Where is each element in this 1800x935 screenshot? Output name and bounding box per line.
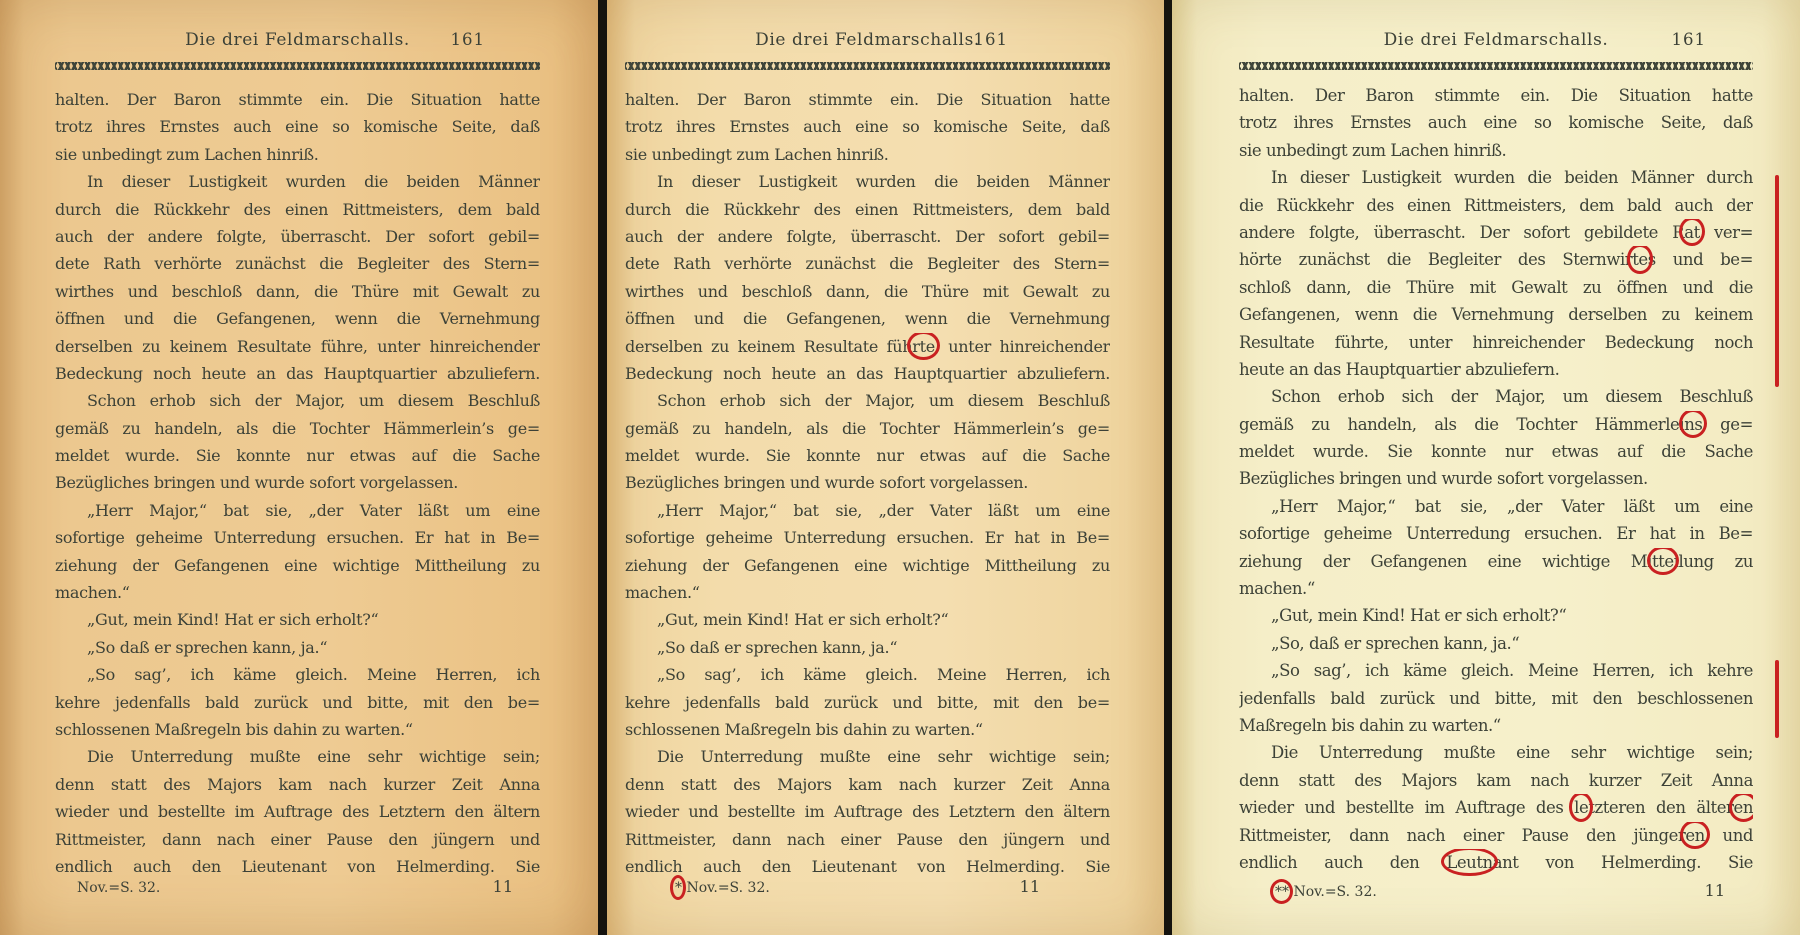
- text-line: „So daß er sprechen kann, ja.“: [87, 637, 328, 657]
- text-line: machen.“: [55, 583, 130, 603]
- text-line: endlich auch den Lieutenant von Helmerding. Sie: [55, 856, 540, 876]
- ornamental-rule: [625, 62, 1110, 70]
- text-line: sie unbedingt zum Lachen hinriß.: [1239, 140, 1507, 160]
- text-line: Bezügliches bringen und wurde sofort vorgelassen.: [55, 473, 459, 493]
- red-circle-annotation: le: [1574, 794, 1588, 821]
- text-line: öffnen und die Gefangenen, wenn die Vernehmung: [55, 309, 540, 329]
- text-line: halten. Der Baron stimmte ein. Die Situation hatte: [55, 90, 540, 109]
- text-block: [625, 86, 1110, 880]
- text-line: „So sag’, ich käme gleich. Meine Herren, ich kehre: [1271, 661, 1753, 681]
- text-line: denn statt des Majors kam nach kurzer Zeit Anna: [1239, 770, 1753, 790]
- page-title: Die drei Feldmarschalls.: [755, 30, 980, 50]
- page-scan-right: [1172, 0, 1800, 935]
- text-line: Gefangenen, wenn die Vernehmung derselben zu keinem: [1239, 305, 1753, 325]
- text-line: „Herr Major,“ bat sie, „der Vater läßt um eine: [657, 500, 1110, 520]
- red-circle-annotation: ns: [1684, 411, 1702, 438]
- red-margin-line: [1775, 660, 1779, 738]
- text-line: gemäß zu handeln, als die Tochter Hämmerleins ge=: [1239, 411, 1753, 438]
- text-line: „So sag’, ich käme gleich. Meine Herren, ich: [657, 665, 1110, 685]
- text-line: meldet wurde. Sie konnte nur etwas auf die Sache: [1239, 442, 1753, 462]
- page-scan-left: [0, 0, 600, 935]
- text-line: durch die Rückkehr des einen Rittmeisters, dem bald: [55, 199, 540, 219]
- text-line: endlich auch den Lieutenant von Helmerding. Sie: [625, 856, 1110, 876]
- text-line: machen.“: [625, 583, 700, 603]
- text-line: wieder und bestellte im Auftrage des Letztern den ältern: [625, 802, 1110, 822]
- text-line: meldet wurde. Sie konnte nur etwas auf die Sache: [625, 446, 1110, 466]
- text-line: ziehung der Gefangenen eine wichtige Mittheilung zu: [55, 555, 540, 575]
- footer-page-number: 11: [492, 877, 513, 896]
- text-line: wieder und bestellte im Auftrage des letzteren den älteren: [1239, 794, 1753, 821]
- text-line: trotz ihres Ernstes auch eine so komische Seite, daß: [55, 117, 540, 137]
- text-line: Rittmeister, dann nach einer Pause den jüngeren und: [1239, 822, 1753, 849]
- text-line: die Rückkehr des einen Rittmeisters, dem bald auch der: [1239, 195, 1753, 215]
- footer-signature: ** Nov.=S. 32.: [1275, 884, 1377, 900]
- text-line: jedenfalls bald zurück und bitte, mit den beschlossenen: [1239, 688, 1753, 708]
- text-line: In dieser Lustigkeit wurden die beiden Männer: [657, 172, 1110, 192]
- text-line: Resultate führte, unter hinreichender Bedeckung noch: [1239, 332, 1753, 352]
- text-line: Die Unterredung mußte eine sehr wichtige sein;: [87, 747, 540, 767]
- text-line: durch die Rückkehr des einen Rittmeisters, dem bald: [625, 199, 1110, 219]
- text-line: In dieser Lustigkeit wurden die beiden Männer durch: [1271, 168, 1753, 188]
- text-line: Rittmeister, dann nach einer Pause den jüngern und: [625, 829, 1110, 849]
- text-line: halten. Der Baron stimmte ein. Die Situation hatte: [1239, 86, 1753, 105]
- text-line: sofortige geheime Unterredung ersuchen. Er hat in Be=: [625, 528, 1110, 548]
- text-line: Bezügliches bringen und wurde sofort vorgelassen.: [1239, 469, 1648, 489]
- text-line: Schon erhob sich der Major, um diesem Beschluß: [657, 391, 1110, 411]
- text-line: ziehung der Gefangenen eine wichtige Mitteilung zu: [1239, 548, 1753, 575]
- text-line: Maßregeln bis dahin zu warten.“: [1239, 715, 1501, 735]
- text-line: denn statt des Majors kam nach kurzer Zeit Anna: [55, 774, 540, 794]
- text-line: auch der andere folgte, überrascht. Der sofort gebil=: [55, 226, 540, 246]
- gutter-divider: [598, 0, 607, 935]
- text-line: „Herr Major,“ bat sie, „der Vater läßt um eine: [87, 500, 540, 520]
- red-circle-annotation: at: [1684, 219, 1700, 246]
- red-circle-annotation: en: [1734, 794, 1754, 821]
- text-line: wieder und bestellte im Auftrage des Letztern den ältern: [55, 802, 540, 822]
- text-line: Schon erhob sich der Major, um diesem Beschluß: [1271, 387, 1753, 407]
- text-line: derselben zu keinem Resultate führte, unter hinreichender: [625, 333, 1110, 360]
- text-line: Schon erhob sich der Major, um diesem Beschluß: [87, 391, 540, 411]
- page-number: 161: [973, 30, 1008, 49]
- page-title: Die drei Feldmarschalls.: [1383, 30, 1609, 50]
- footer-page-number: 11: [1019, 877, 1040, 896]
- text-line: auch der andere folgte, überrascht. Der sofort gebil=: [625, 226, 1110, 246]
- text-block: [55, 86, 540, 880]
- text-line: schlossenen Maßregeln bis dahin zu warten.“: [55, 719, 413, 739]
- ornamental-rule: [1239, 62, 1753, 70]
- text-line: endlich auch den Leutnant von Helmerding. Sie: [1239, 849, 1753, 876]
- text-line: heute an das Hauptquartier abzuliefern.: [1239, 359, 1560, 379]
- text-line: andere folgte, überrascht. Der sofort gebildete Rat ver=: [1239, 219, 1753, 246]
- text-line: „Gut, mein Kind! Hat er sich erholt?“: [1271, 606, 1567, 626]
- text-line: öffnen und die Gefangenen, wenn die Vernehmung: [625, 309, 1110, 329]
- text-line: In dieser Lustigkeit wurden die beiden Männer: [87, 172, 540, 192]
- red-circle-annotation: te: [1632, 246, 1648, 273]
- text-line: dete Rath verhörte zunächst die Begleiter des Stern=: [625, 254, 1110, 274]
- page-header: [625, 30, 1110, 50]
- text-line: sie unbedingt zum Lachen hinriß.: [55, 144, 319, 164]
- page-header: [1239, 30, 1753, 50]
- page-header: [55, 30, 540, 50]
- text-line: wirthes und beschloß dann, die Thüre mit Gewalt zu: [55, 281, 540, 301]
- text-line: trotz ihres Ernstes auch eine so komische Seite, daß: [1239, 113, 1753, 133]
- text-line: derselben zu keinem Resultate führe, unter hinreichender: [55, 336, 540, 356]
- gutter-divider: [1164, 0, 1172, 935]
- page-title: Die drei Feldmarschalls.: [185, 30, 410, 50]
- text-line: Bedeckung noch heute an das Hauptquartier abzuliefern.: [625, 363, 1110, 383]
- text-line: Die Unterredung mußte eine sehr wichtige sein;: [1271, 743, 1753, 763]
- text-line: halten. Der Baron stimmte ein. Die Situation hatte: [625, 90, 1110, 109]
- text-line: Bedeckung noch heute an das Hauptquartier abzuliefern.: [55, 363, 540, 383]
- text-line: sie unbedingt zum Lachen hinriß.: [625, 144, 889, 164]
- red-circle-annotation: tte: [1652, 548, 1674, 575]
- page-number: 161: [1671, 30, 1706, 49]
- text-line: sofortige geheime Unterredung ersuchen. Er hat in Be=: [55, 528, 540, 548]
- footer-signature: Nov.=S. 32.: [77, 880, 161, 896]
- text-line: ziehung der Gefangenen eine wichtige Mittheilung zu: [625, 555, 1110, 575]
- text-line: trotz ihres Ernstes auch eine so komische Seite, daß: [625, 117, 1110, 137]
- red-circle-annotation: **: [1275, 884, 1289, 900]
- ornamental-rule: [55, 62, 540, 70]
- text-line: „So daß er sprechen kann, ja.“: [657, 637, 898, 657]
- text-line: machen.“: [1239, 579, 1315, 599]
- text-line: gemäß zu handeln, als die Tochter Hämmerlein’s ge=: [55, 418, 540, 438]
- text-line: wirthes und beschloß dann, die Thüre mit Gewalt zu: [625, 281, 1110, 301]
- text-line: „Gut, mein Kind! Hat er sich erholt?“: [657, 610, 949, 630]
- text-line: „Gut, mein Kind! Hat er sich erholt?“: [87, 610, 379, 630]
- text-line: hörte zunächst die Begleiter des Sternwirtes und be=: [1239, 246, 1753, 273]
- text-line: kehre jedenfalls bald zurück und bitte, mit den be=: [55, 692, 540, 712]
- red-circle-annotation: en: [1685, 822, 1705, 849]
- text-line: sofortige geheime Unterredung ersuchen. Er hat in Be=: [1239, 524, 1753, 544]
- page-number: 161: [450, 30, 485, 49]
- text-line: „So, daß er sprechen kann, ja.“: [1271, 633, 1520, 653]
- text-line: schlossenen Maßregeln bis dahin zu warten.“: [625, 719, 983, 739]
- page-scan-middle: [607, 0, 1164, 935]
- text-line: „Herr Major,“ bat sie, „der Vater läßt um eine: [1271, 496, 1753, 516]
- text-line: Rittmeister, dann nach einer Pause den jüngern und: [55, 829, 540, 849]
- text-line: Bezügliches bringen und wurde sofort vorgelassen.: [625, 473, 1029, 493]
- text-line: meldet wurde. Sie konnte nur etwas auf die Sache: [55, 446, 540, 466]
- red-circle-annotation: Leutn: [1446, 849, 1492, 876]
- red-margin-line: [1775, 175, 1779, 387]
- text-block: [1239, 82, 1753, 876]
- text-line: denn statt des Majors kam nach kurzer Zeit Anna: [625, 774, 1110, 794]
- footer-signature: * Nov.=S. 32.: [675, 880, 770, 896]
- text-line: kehre jedenfalls bald zurück und bitte, mit den be=: [625, 692, 1110, 712]
- text-line: schloß dann, die Thüre mit Gewalt zu öffnen und die: [1239, 277, 1753, 297]
- footer-page-number: 11: [1704, 881, 1725, 900]
- red-circle-annotation: *: [675, 880, 682, 896]
- red-circle-annotation: rte: [912, 333, 935, 360]
- text-line: dete Rath verhörte zunächst die Begleiter des Stern=: [55, 254, 540, 274]
- text-line: „So sag’, ich käme gleich. Meine Herren, ich: [87, 665, 540, 685]
- text-line: Die Unterredung mußte eine sehr wichtige sein;: [657, 747, 1110, 767]
- text-line: gemäß zu handeln, als die Tochter Hämmerlein’s ge=: [625, 418, 1110, 438]
